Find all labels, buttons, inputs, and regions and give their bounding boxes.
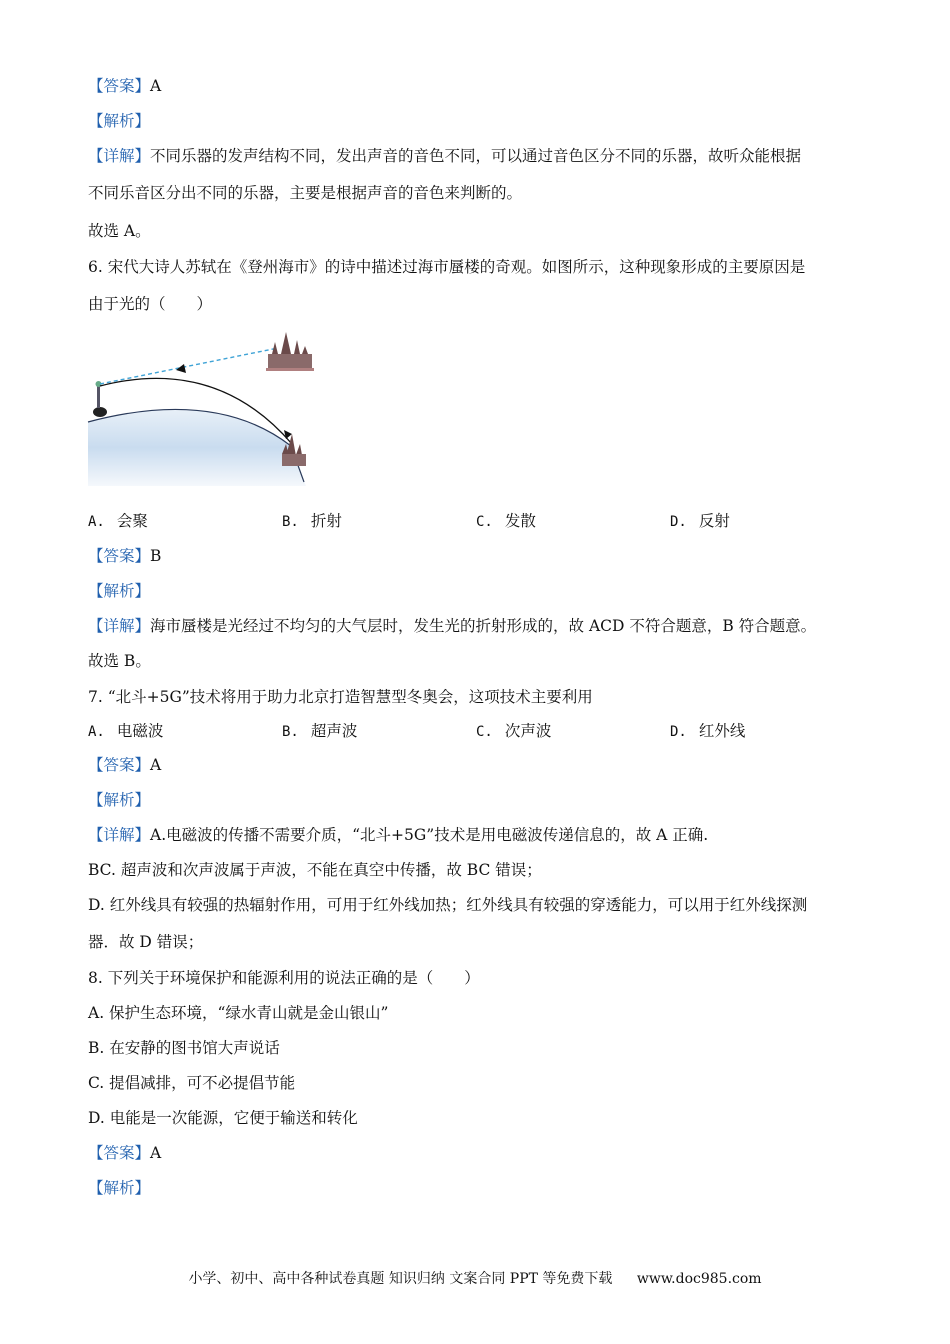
q7-option-a[interactable] [88, 720, 163, 743]
mirage-figure [86, 326, 326, 491]
q5-conclusion: 故选 A。 [88, 222, 151, 240]
q7-detail-line-1 [88, 824, 708, 846]
q6-option-a-letter: A. [88, 514, 105, 530]
detail-tag: 【详解】 [88, 147, 151, 165]
q7-detail-text-1: A.电磁波的传播不需要介质，“北斗+5G”技术是用电磁波传递信息的，故 A 正确. [150, 826, 709, 844]
q6-option-a-text: 会聚 [116, 512, 148, 530]
q7-option-c-letter: C. [476, 724, 493, 740]
q6-option-c[interactable] [476, 510, 536, 533]
q6-analysis-line [88, 580, 150, 602]
sightline [100, 348, 278, 384]
earth-surface [88, 409, 306, 486]
q8-answer: A [150, 1144, 162, 1162]
q7-option-d[interactable] [670, 720, 745, 743]
q7-detail-line-2: BC. 超声波和次声波属于声波，不能在真空中传播，故 BC 错误； [88, 861, 542, 879]
q5-detail-line-2: 不同乐音区分出不同的乐器，主要是根据声音的音色来判断的。 [88, 184, 523, 202]
page-footer [0, 1268, 950, 1288]
q7-option-d-text: 红外线 [698, 722, 746, 740]
q6-option-b-letter: B. [282, 514, 299, 530]
q7-answer: A [150, 756, 162, 774]
analysis-tag: 【解析】 [88, 1179, 151, 1197]
q7-option-b-text: 超声波 [310, 722, 358, 740]
q6-option-b[interactable] [282, 510, 342, 533]
q7-option-a-text: 电磁波 [116, 722, 164, 740]
real-object-icon [282, 434, 306, 466]
q6-option-b-text: 折射 [310, 512, 342, 530]
answer-tag: 【答案】 [88, 547, 151, 565]
analysis-tag: 【解析】 [88, 582, 151, 600]
q6-conclusion: 故选 B。 [88, 652, 151, 670]
answer-tag: 【答案】 [88, 1144, 151, 1162]
q6-option-d-letter: D. [670, 514, 687, 530]
q7-stem: 7. “北斗+5G”技术将用于助力北京打造智慧型冬奥会，这项技术主要利用 [88, 688, 593, 706]
light-arrow-2 [284, 430, 292, 439]
q5-detail-text-1: 不同乐器的发声结构不同，发出声音的音色不同，可以通过音色区分不同的乐器，故听众能根据 [150, 147, 802, 165]
q6-option-c-text: 发散 [504, 512, 536, 530]
detail-tag: 【详解】 [88, 826, 151, 844]
observer-icon [93, 381, 107, 417]
q5-detail-line-1 [88, 145, 801, 167]
q6-option-d[interactable] [670, 510, 730, 533]
q5-answer-line [88, 75, 161, 97]
q6-option-c-letter: C. [476, 514, 493, 530]
q7-option-d-letter: D. [670, 724, 687, 740]
q6-detail-line [88, 615, 816, 637]
q6-detail-text: 海市蜃楼是光经过不均匀的大气层时，发生光的折射形成的，故 ACD 不符合题意，B 符合题意。 [150, 617, 817, 635]
q6-stem-line-1: 6. 宋代大诗人苏轼在《登州海市》的诗中描述过海市蜃楼的奇观。如图所示，这种现象形成的主要原因是 [88, 258, 806, 276]
q7-option-b-letter: B. [282, 724, 299, 740]
footer-text: 小学、初中、高中各种试卷真题 知识归纳 文案合同 PPT 等免费下载 [188, 1271, 613, 1287]
analysis-tag: 【解析】 [88, 791, 151, 809]
q8-option-b[interactable]: B. 在安静的图书馆大声说话 [88, 1039, 280, 1057]
q7-detail-line-4: 器．故 D 错误； [88, 933, 204, 951]
q6-stem-line-2: 由于光的（ ） [88, 295, 213, 313]
q7-option-a-letter: A. [88, 724, 105, 740]
q8-option-a[interactable]: A. 保护生态环境，“绿水青山就是金山银山” [88, 1004, 389, 1022]
q5-analysis-line [88, 110, 150, 132]
q8-analysis-line [88, 1177, 150, 1199]
analysis-tag: 【解析】 [88, 112, 151, 130]
q8-option-d[interactable]: D. 电能是一次能源，它便于输送和转化 [88, 1109, 358, 1127]
q6-option-d-text: 反射 [698, 512, 730, 530]
q7-option-c[interactable] [476, 720, 551, 743]
q8-option-c[interactable]: C. 提倡减排，可不必提倡节能 [88, 1074, 296, 1092]
q7-answer-line [88, 754, 161, 776]
q6-answer: B [150, 547, 162, 565]
q7-option-b[interactable] [282, 720, 357, 743]
answer-tag: 【答案】 [88, 756, 151, 774]
q7-detail-line-3: D. 红外线具有较强的热辐射作用，可用于红外线加热；红外线具有较强的穿透能力，可以用于红外线探测 [88, 896, 808, 914]
detail-tag: 【详解】 [88, 617, 151, 635]
q8-stem: 8. 下列关于环境保护和能源利用的说法正确的是（ ） [88, 969, 480, 987]
mirage-image-icon [266, 332, 314, 371]
footer-link[interactable]: www.doc985.com [636, 1271, 762, 1287]
q5-answer: A [150, 77, 162, 95]
q7-analysis-line [88, 789, 150, 811]
q7-option-c-text: 次声波 [504, 722, 552, 740]
answer-tag: 【答案】 [88, 77, 151, 95]
q6-option-a[interactable] [88, 510, 148, 533]
q6-answer-line [88, 545, 161, 567]
q8-answer-line [88, 1142, 161, 1164]
